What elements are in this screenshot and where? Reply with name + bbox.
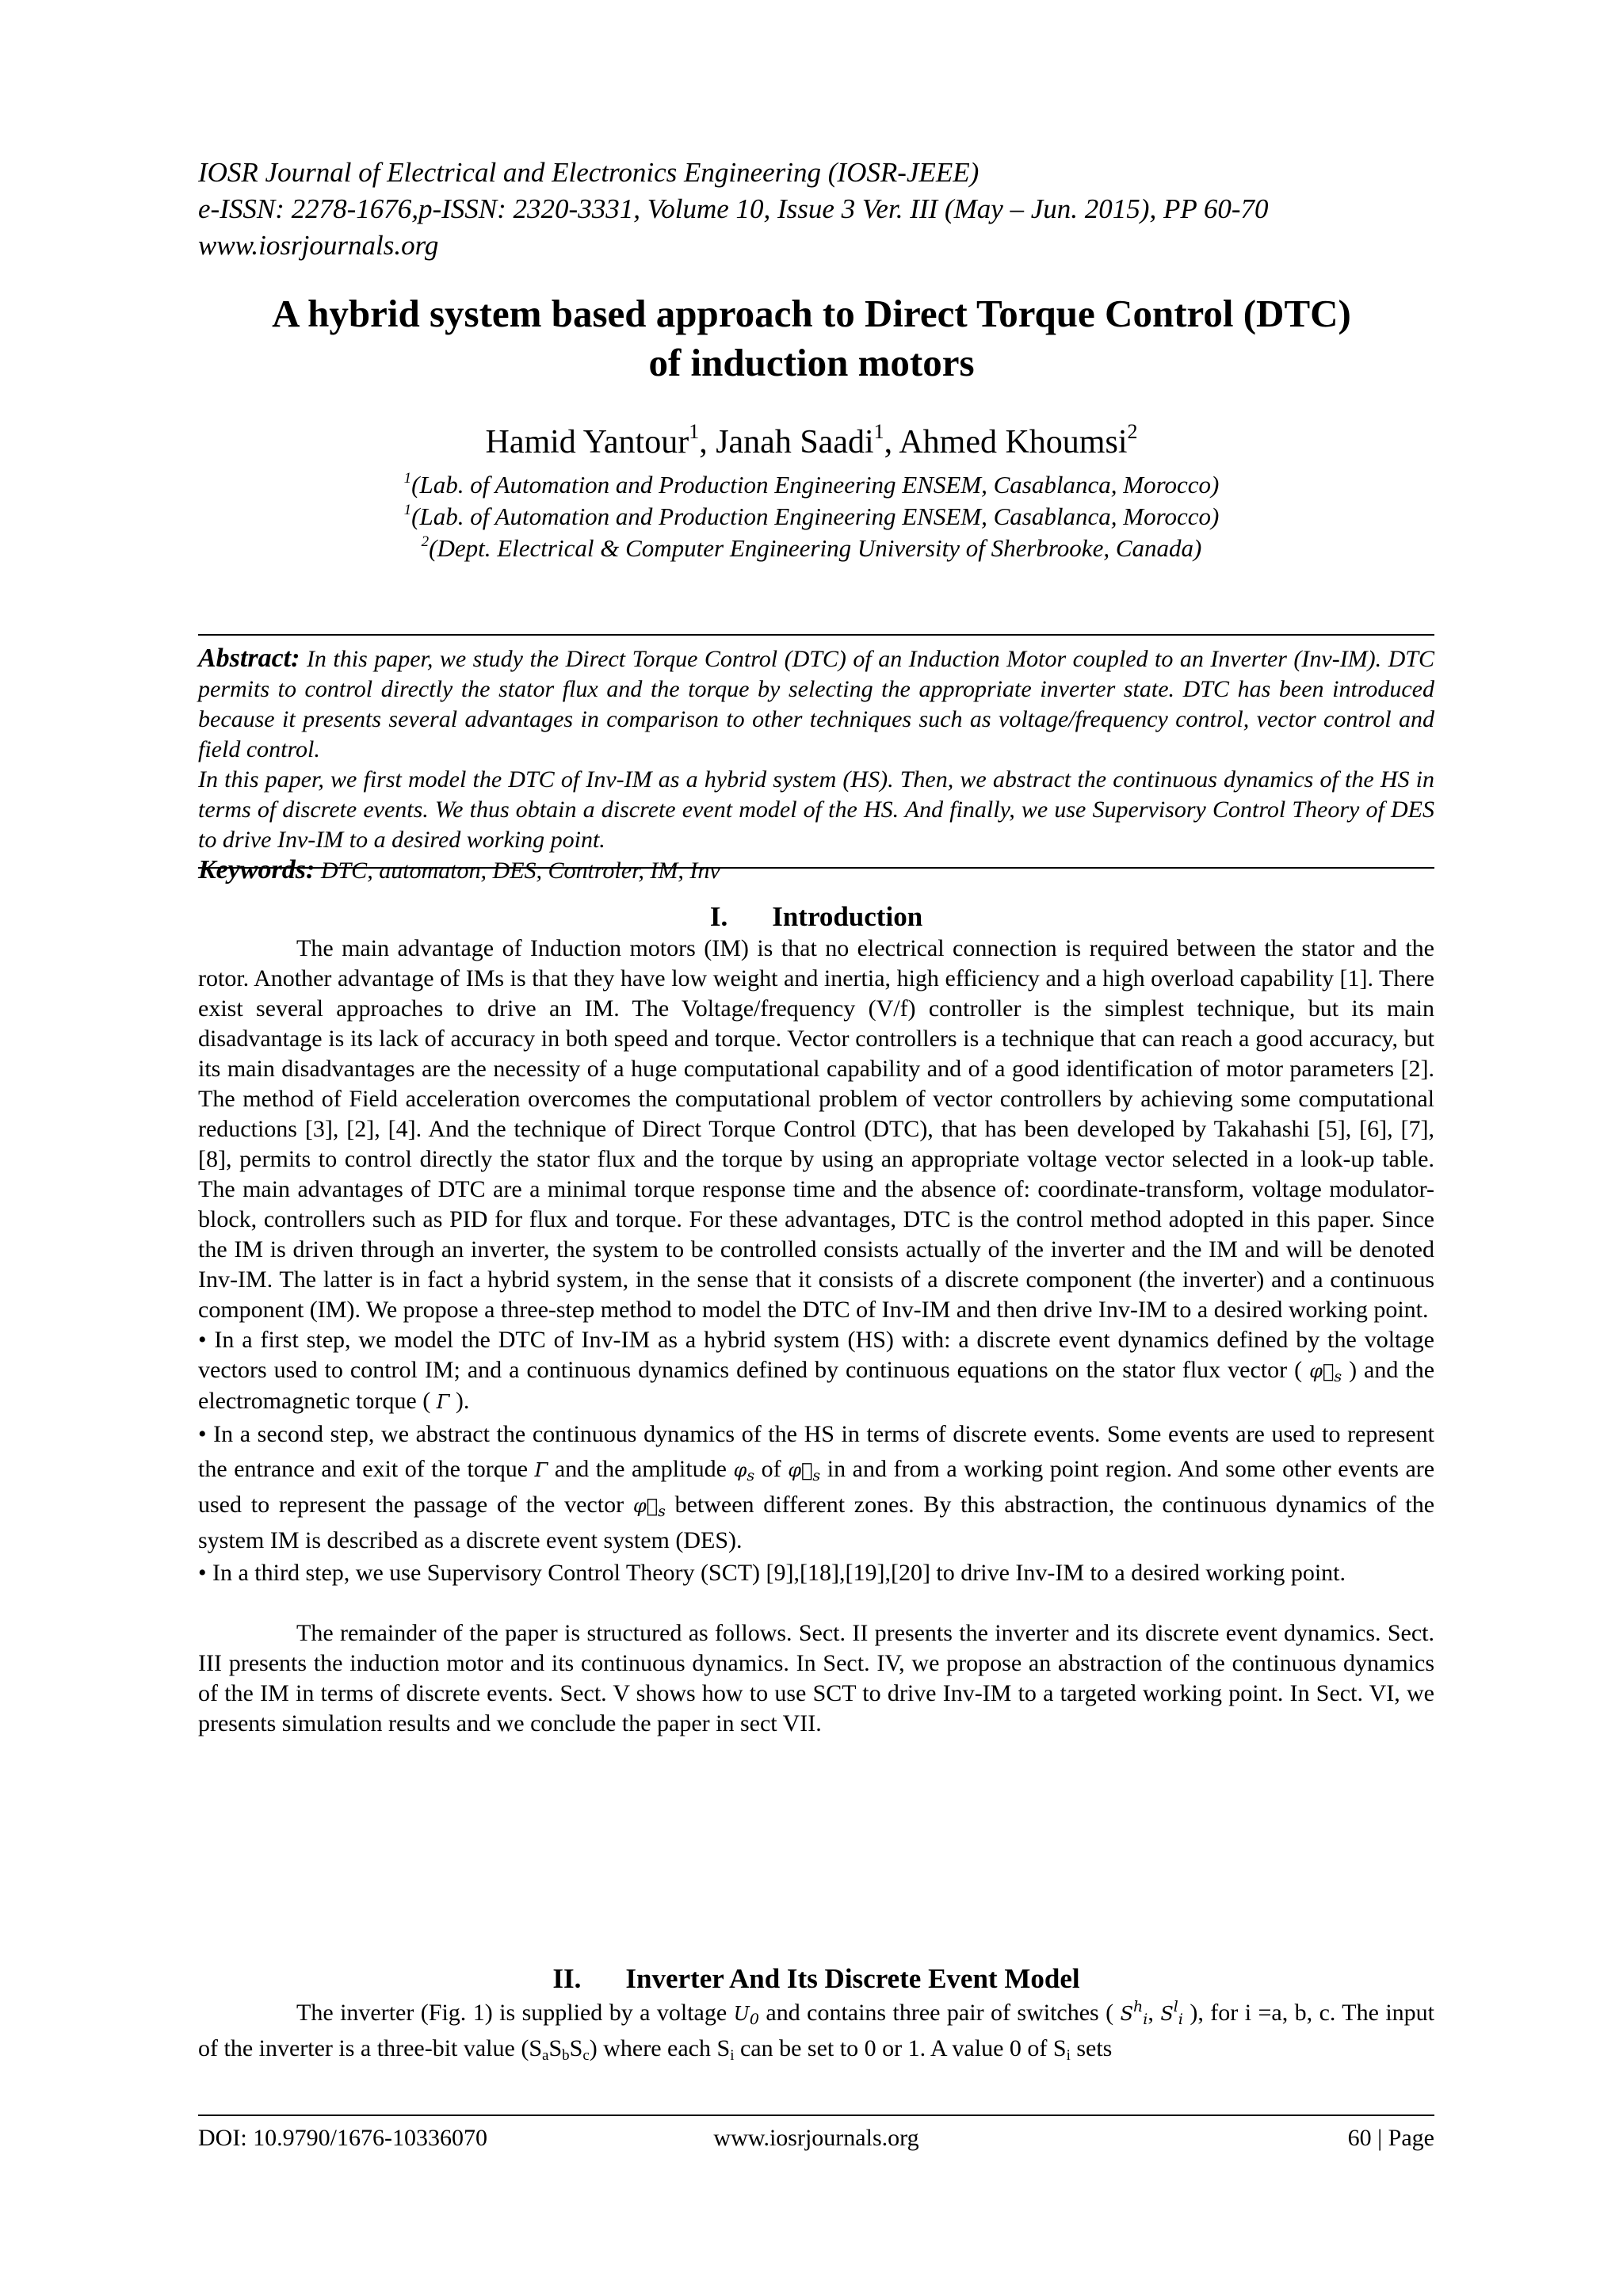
symbol-subscript: i <box>1066 2047 1071 2064</box>
symbol-subscript: s <box>658 1503 666 1520</box>
bullet-text: • In a second step, we abstract the continuous dynamics of the HS in terms of discrete events. Some events are used to represent the entrance and exit of the torque <box>198 1421 1434 1482</box>
body-text: ), for i =a, b, c. The input of the inverter is a three-bit value ( <box>198 2000 1435 2061</box>
symbol-subscript: b <box>562 2047 570 2064</box>
body-text: can be set to 0 or 1. A value 0 of <box>739 2035 1048 2061</box>
journal-issn-volume: e-ISSN: 2278-1676,p-ISSN: 2320-3331, Volume 10, Issue 3 Ver. III (May – Jun. 2015), PP 60-70 <box>198 193 1269 224</box>
bullet-text: in and from a working point region. And some other events are used to represent the passage of the vector <box>198 1456 1435 1518</box>
journal-header <box>198 155 1434 264</box>
phi-s-vector-symbol <box>632 1495 666 1520</box>
inverter-input-symbol <box>529 2035 590 2064</box>
footer-rule <box>198 2115 1434 2116</box>
symbol-glyph: S <box>569 2035 583 2061</box>
switch-high-symbol <box>1120 1998 1148 2028</box>
affiliation-item <box>158 501 1465 533</box>
symbol-subscript: c <box>582 2047 590 2064</box>
intro-bullet-1 <box>198 1325 1434 1417</box>
section-number: I. <box>709 901 728 932</box>
symbol-glyph: φ⃗ <box>632 1495 659 1517</box>
symbol-subscript: s <box>812 1467 821 1484</box>
author-affil-mark: 1 <box>873 420 884 443</box>
symbol-glyph: S <box>529 2035 543 2061</box>
gamma-symbol: Γ <box>534 1459 548 1481</box>
footer-doi: DOI: 10.9790/1676-10336070 <box>198 2125 487 2151</box>
intro-paragraph: The main advantage of Induction motors (IM) is that no electrical connection is required between the stator and the rotor. Another advantage of IMs is that they have low weight and inertia, high efficiency and a high overload capability [1]. There exist several approaches to drive an IM. The Voltage/frequency (V/f) controller is the simplest technique, but its main disadvantage is its lack of accuracy in both speed and torque. Vector controllers is a technique that can reach a good accuracy, but its main disadvantages are the necessity of a huge computational capability and of a good identification of motor parameters [2]. The method of Field acceleration overcomes the computational problem of vector controllers by achieving some computational reductions [3], [2], [4]. And the technique of Direct Torque Control (DTC), that has been developed by Takahashi [5], [6], [7], [8], permits to control directly the stator flux and the torque by using an appropriate voltage vector selected in a look-up table. The main advantages of DTC are a minimal torque response time and the absence of: coordinate-transform, voltage modulator-block, controllers such as PID for flux and torque. For these advantages, DTC is the control method adopted in this paper. Since the IM is driven through an inverter, the system to be controlled consists actually of the inverter and the IM and will be denoted Inv-IM. The latter is in fact a hybrid system, in the sense that it consists of a discrete component (the inverter) and a continuous component (IM). We propose a three-step method to model the DTC of Inv-IM and then drive Inv-IM to a desired working point. <box>198 935 1434 1323</box>
abstract-bottom-rule <box>198 867 1434 869</box>
intro-structure-paragraph: The remainder of the paper is structured as follows. Sect. II presents the inverter and its discrete event dynamics. Sect. III presents the induction motor and its continuous dynamics. In Sect. IV, we propose an abstraction of the continuous dynamics of the IM in terms of discrete events. Sect. V shows how to use SCT to drive Inv-IM to a targeted working point. In Sect. VI, we presents simulation results and we conclude the paper in sect VII. <box>198 1620 1434 1736</box>
bullet-text: of <box>761 1456 781 1482</box>
section-title: Introduction <box>772 901 923 932</box>
affiliation-text: (Lab. of Automation and Production Engineering ENSEM, Casablanca, Morocco) <box>411 471 1220 499</box>
intro-bullet-3: • In a third step, we use Supervisory Control Theory (SCT) [9],[18],[19],[20] to drive Inv-IM to a desired working point. <box>198 1560 1346 1586</box>
author-name: Hamid Yantour <box>485 424 689 460</box>
phi-s-amplitude-symbol <box>733 1459 755 1484</box>
symbol-glyph: φ⃗ <box>1309 1360 1335 1382</box>
phi-s-vector-symbol <box>1309 1360 1342 1385</box>
author-affil-mark: 1 <box>689 420 700 443</box>
body-text: and contains three pair of switches ( <box>766 2000 1114 2026</box>
switch-low-symbol <box>1160 1998 1183 2028</box>
author-affil-mark: 2 <box>1127 420 1138 443</box>
bullet-text: ). <box>455 1388 470 1414</box>
introduction-body <box>198 934 1434 1739</box>
section2-paragraph: The inverter (Fig. 1) is supplied by a voltage $U_0$ and contains three pair of switches ( $S^h_i$, $S^l_i$ ), for i =a, b, c. The input of the inverter is a three-bit value $(S_aS_bS_c)$ where each $S_i$ can be set to 0 or 1. A value 0 of $S_i$ sets <box>198 1998 1435 2064</box>
symbol-glyph: S <box>1052 2035 1067 2061</box>
bullet-text: and the amplitude <box>554 1456 727 1482</box>
keywords-line <box>198 855 1434 886</box>
section-heading-inverter <box>198 1963 1434 1995</box>
section2-body <box>198 1996 1434 2066</box>
affiliation-text: (Dept. Electrical & Computer Engineering University of Sherbrooke, Canada) <box>429 534 1202 562</box>
bullet-text: between different zones. By this abstraction, the continuous dynamics of the system IM is described as a discrete event system (DES). <box>198 1492 1435 1553</box>
section-title: Inverter And Its Discrete Event Model <box>625 1963 1080 1994</box>
symbol-subscript: a <box>542 2047 549 2064</box>
symbol-subscript: s <box>747 1467 755 1484</box>
symbol-subscript: 0 <box>749 2011 759 2028</box>
symbol-glyph: φ <box>733 1459 747 1481</box>
symbol-glyph: φ⃗ <box>788 1459 813 1481</box>
author-name: Janah Saadi <box>716 424 874 460</box>
footer-page-number: 60 | Page <box>1347 2125 1434 2151</box>
symbol-glyph: S <box>1160 2003 1174 2025</box>
body-text: The inverter (Fig. 1) is supplied by a voltage <box>296 2000 727 2026</box>
author-list <box>158 422 1465 462</box>
author-name: Ahmed Khoumsi <box>899 424 1128 460</box>
page-footer <box>198 2122 1434 2154</box>
paper-title-line-1: A hybrid system based approach to Direct Torque Control (DTC) <box>272 292 1351 335</box>
symbol-subscript: i <box>1178 2011 1183 2028</box>
footer-website: www.iosrjournals.org <box>713 2125 919 2151</box>
section-heading-introduction <box>198 901 1434 933</box>
abstract-paragraph-2: In this paper, we first model the DTC of Inv-IM as a hybrid system (HS). Then, we abstract the continuous dynamics of the HS in terms of discrete events. We thus obtain a discrete event model of the HS. And finally, we use Supervisory Control Theory of DES to drive Inv-IM to a desired working point. <box>198 766 1434 853</box>
symbol-superscript: h <box>1133 1998 1144 2015</box>
symbol-subscript: i <box>1143 2011 1148 2028</box>
author-separator: , <box>884 424 899 460</box>
keywords-label: Keywords: <box>198 855 315 884</box>
abstract-label: Abstract: <box>198 644 300 673</box>
abstract-top-rule <box>198 634 1434 636</box>
affiliation-text: (Lab. of Automation and Production Engineering ENSEM, Casablanca, Morocco) <box>411 502 1220 530</box>
bullet-text: ) and the electromagnetic torque ( <box>198 1357 1435 1414</box>
symbol-glyph: S <box>716 2035 731 2061</box>
body-text: ) where each <box>589 2035 711 2061</box>
affiliation-list <box>158 469 1465 564</box>
abstract-paragraph-1 <box>198 644 1434 765</box>
phi-s-vector-symbol <box>788 1459 821 1484</box>
affiliation-mark: 2 <box>421 533 430 550</box>
affiliation-item <box>158 469 1465 501</box>
journal-name: IOSR Journal of Electrical and Electronics Engineering (IOSR-JEEE) <box>198 157 980 188</box>
symbol-glyph: S <box>1120 2003 1134 2025</box>
gamma-symbol: Γ <box>436 1391 450 1413</box>
paper-title <box>158 289 1465 388</box>
journal-website: www.iosrjournals.org <box>198 230 439 261</box>
paper-title-line-2: of induction motors <box>648 341 975 384</box>
author-separator: , <box>699 424 716 460</box>
affiliation-mark: 1 <box>403 502 412 518</box>
u0-symbol <box>733 2003 759 2028</box>
bullet-text: • In a first step, we model the DTC of Inv-IM as a hybrid system (HS) with: a discrete event dynamics defined by the voltage vectors used to control IM; and a continuous dynamics defined by continuous equations on the stator flux vector ( <box>198 1327 1434 1383</box>
abstract-block <box>198 644 1434 886</box>
affiliation-mark: 1 <box>403 470 412 487</box>
keywords-text: DTC, automaton, DES, Controler, IM, Inv <box>320 858 720 884</box>
si-symbol <box>1052 2035 1071 2064</box>
symbol-subscript: s <box>1334 1368 1342 1385</box>
abstract-text: In this paper, we study the Direct Torque Control (DTC) of an Induction Motor coupled to an Inverter (Inv-IM). DTC permits to control directly the stator flux and the torque by selecting the appropriate inverter state. DTC has been introduced because it presents several advantages in comparison to other techniques such as voltage/frequency control, vector control and field control. <box>198 646 1434 762</box>
affiliation-item <box>158 533 1465 564</box>
si-symbol <box>716 2035 735 2064</box>
section-number: II. <box>552 1963 582 1994</box>
symbol-glyph: U <box>733 2003 750 2025</box>
intro-bullet-2 <box>198 1417 1434 1558</box>
symbol-subscript: i <box>730 2047 735 2064</box>
body-text: sets <box>1076 2035 1113 2061</box>
paragraph-gap <box>198 1588 1434 1618</box>
symbol-glyph: S <box>548 2035 563 2061</box>
symbol-superscript: l <box>1173 1998 1178 2015</box>
